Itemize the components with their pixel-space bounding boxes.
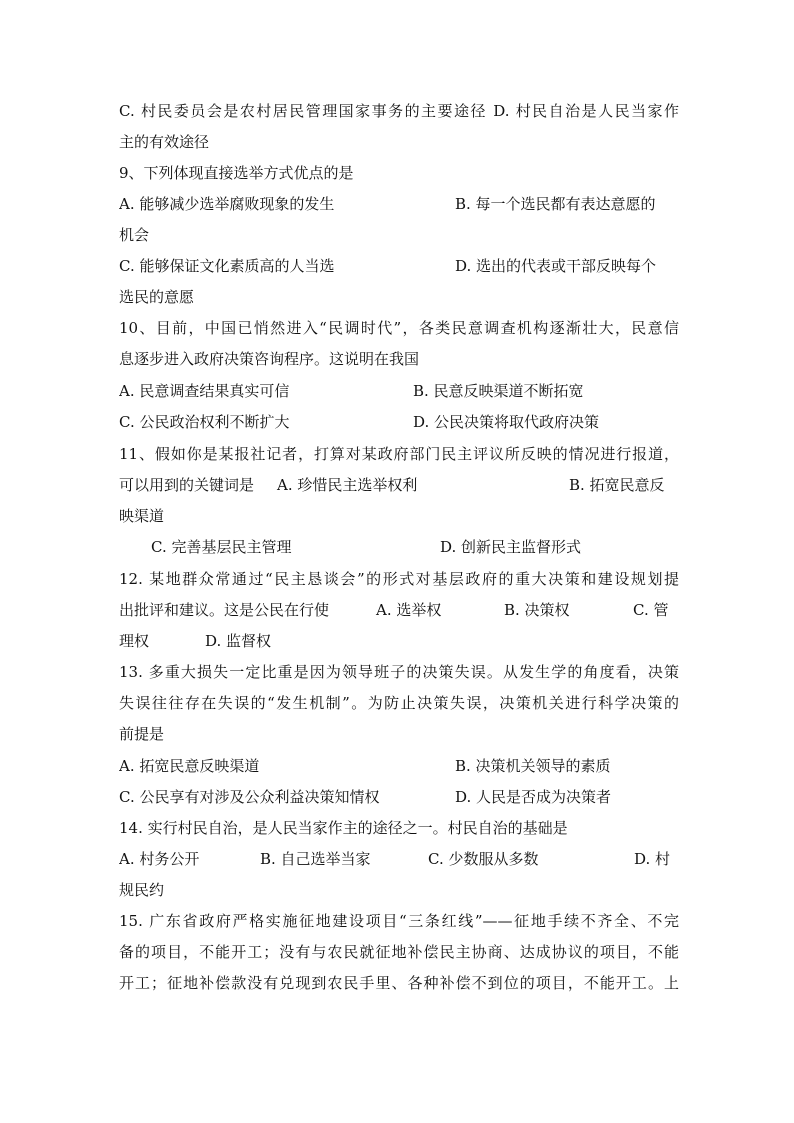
q14-option-c: C. 少数服从多数 <box>428 850 539 868</box>
q11-option-d: D. 创新民主监督形式 <box>440 538 582 556</box>
q9-options-cd <box>119 255 679 277</box>
q9-option-b-cont: 机会 <box>119 226 150 244</box>
q13-option-c: C. 公民享有对涉及公众利益决策知情权 <box>119 788 380 806</box>
q13-options-cd <box>119 786 679 808</box>
q12-stem-line2: 出批评和建议。这是公民在行使 <box>119 601 330 619</box>
q14-option-d: D. 村 <box>634 850 671 868</box>
q15-stem-line3: 开工；征地补偿款没有兑现到农民手里、各种补偿不到位的项目，不能开工。上 <box>119 974 679 992</box>
q11-options-cd <box>119 536 679 558</box>
q9-option-d: D. 选出的代表或干部反映每个 <box>455 257 657 275</box>
q9-stem: 9、下列体现直接选举方式优点的是 <box>119 164 354 182</box>
q9-option-a: A. 能够减少选举腐败现象的发生 <box>119 195 335 213</box>
q11-option-c: C. 完善基层民主管理 <box>151 538 292 556</box>
q10-options-cd <box>119 411 679 433</box>
q14-option-b: B. 自己选举当家 <box>260 850 371 868</box>
q15-stem-line2: 备的项目，不能开工；没有与农民就征地补偿民主协商、达成协议的项目，不能 <box>119 943 679 961</box>
q11-stem-line2-row <box>119 474 679 496</box>
q11-option-b: B. 拓宽民意反 <box>569 476 665 494</box>
q8-option-c-line1: C. 村民委员会是农村居民管理国家事务的主要途径 D. 村民自治是人民当家作 <box>119 102 679 120</box>
q10-option-a: A. 民意调查结果真实可信 <box>119 382 290 400</box>
q11-stem-line1: 11、假如你是某报社记者，打算对某政府部门民主评议所反映的情况进行报道， <box>119 445 679 463</box>
q10-stem-line1: 10、目前，中国已悄然进入“民调时代”，各类民意调查机构逐渐壮大，民意信 <box>119 319 679 337</box>
q14-options <box>119 848 679 870</box>
q9-option-d-cont: 选民的意愿 <box>119 288 195 306</box>
q12-option-b: B. 决策权 <box>504 601 570 619</box>
q9-option-b: B. 每一个选民都有表达意愿的 <box>455 195 656 213</box>
q12-option-d: D. 监督权 <box>205 632 272 650</box>
q13-option-a: A. 拓宽民意反映渠道 <box>119 757 260 775</box>
q8-option-c-line2: 主的有效途径 <box>119 133 210 151</box>
q13-option-b: B. 决策机关领导的素质 <box>455 757 611 775</box>
q12-option-a: A. 选举权 <box>376 601 442 619</box>
q13-option-d: D. 人民是否成为决策者 <box>455 788 612 806</box>
q11-option-b-cont: 映渠道 <box>119 507 165 525</box>
q13-stem-line2: 失误往往存在失误的“发生机制”。为防止决策失误，决策机关进行科学决策的 <box>119 694 679 712</box>
q12-stem-line1: 12. 某地群众常通过“民主恳谈会”的形式对基层政府的重大决策和建设规划提 <box>119 570 679 588</box>
q11-stem-line2: 可以用到的关键词是 <box>119 476 255 494</box>
q10-stem-line2: 息逐步进入政府决策咨询程序。这说明在我国 <box>119 350 420 368</box>
q12-stem-line2-row <box>119 599 679 621</box>
q9-option-c: C. 能够保证文化素质高的人当选 <box>119 257 335 275</box>
q9-options-ab <box>119 193 679 215</box>
q10-option-d: D. 公民决策将取代政府决策 <box>413 413 600 431</box>
q12-option-c: C. 管 <box>633 601 669 619</box>
q13-stem-line1: 13. 多重大损失一定比重是因为领导班子的决策失误。从发生学的角度看，决策 <box>119 663 679 681</box>
q11-option-a: A. 珍惜民主选举权利 <box>277 476 418 494</box>
q10-option-b: B. 民意反映渠道不断拓宽 <box>413 382 584 400</box>
q15-stem-line1: 15. 广东省政府严格实施征地建设项目“三条红线”——征地手续不齐全、不完 <box>119 912 679 930</box>
q14-stem: 14. 实行村民自治，是人民当家作主的途径之一。村民自治的基础是 <box>119 819 568 837</box>
q10-option-c: C. 公民政治权利不断扩大 <box>119 413 290 431</box>
q13-stem-line3: 前提是 <box>119 725 165 743</box>
q14-option-a: A. 村务公开 <box>119 850 200 868</box>
q14-option-d-cont: 规民约 <box>119 881 165 899</box>
q13-options-ab <box>119 755 679 777</box>
q12-option-c-cont: 理权 <box>119 632 150 650</box>
q10-options-ab <box>119 380 679 402</box>
q12-options-cd-cont <box>119 630 679 652</box>
